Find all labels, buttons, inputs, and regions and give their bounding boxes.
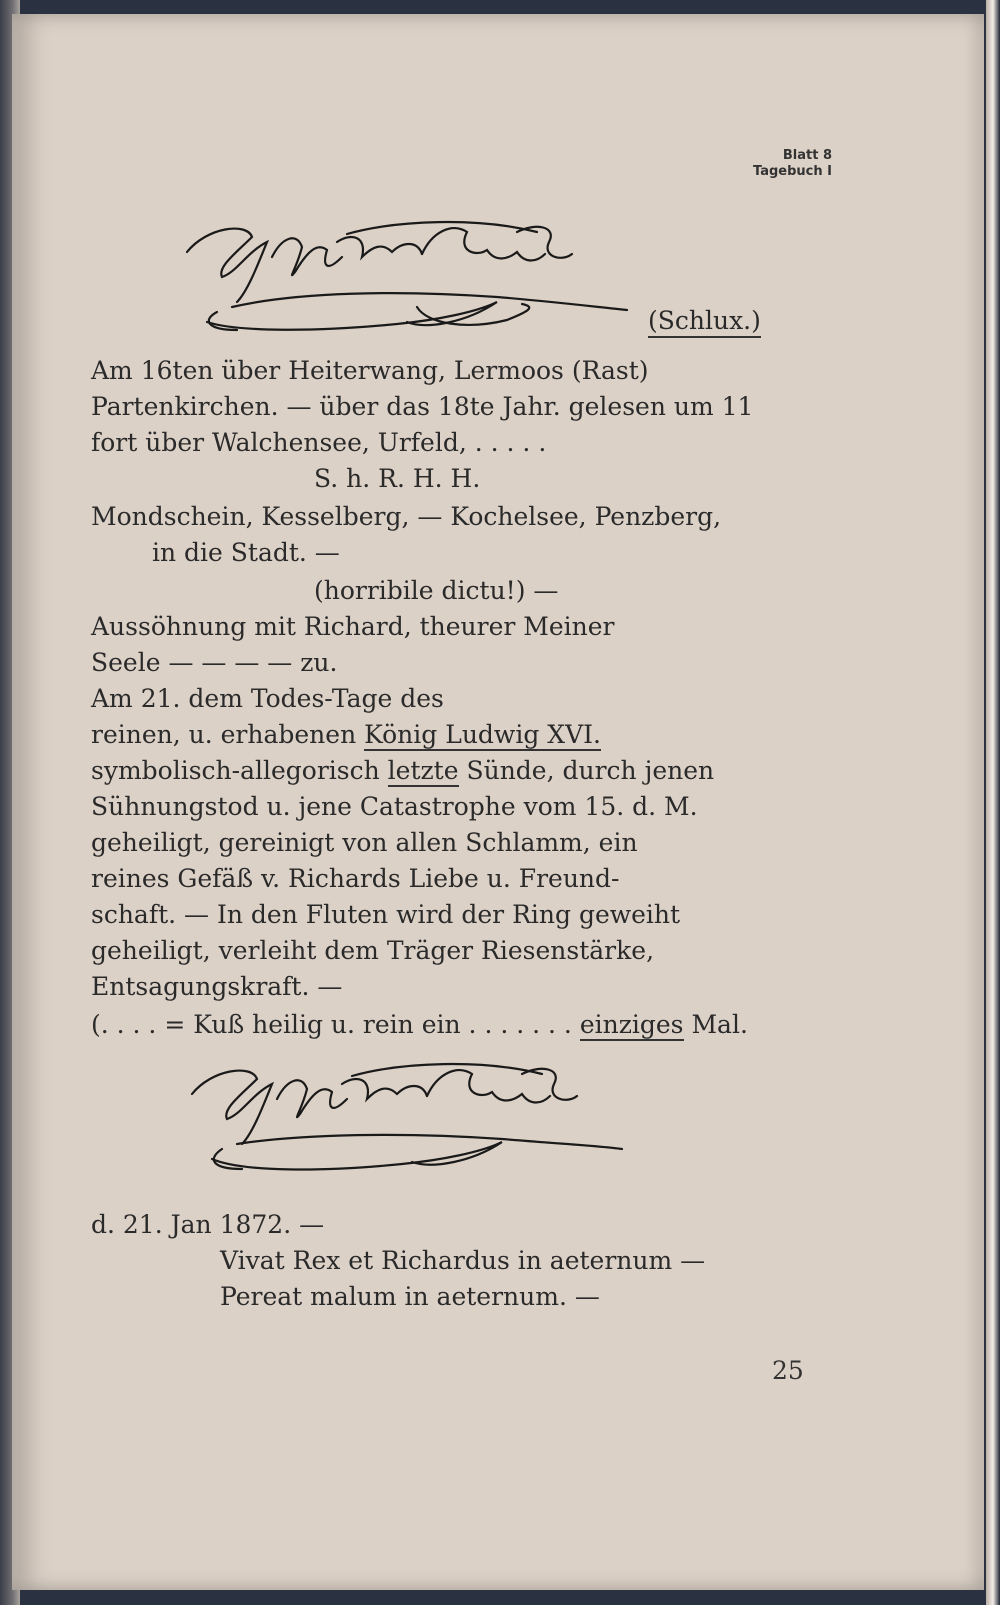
text-part: reinen, u. erhabenen bbox=[91, 720, 365, 749]
text-line: S. h. R. H. H. bbox=[314, 464, 481, 493]
text-line: reines Gefäß v. Richards Liebe u. Freund- bbox=[91, 864, 620, 893]
signature-2 bbox=[182, 1054, 642, 1179]
text-line: Am 16ten über Heiterwang, Lermoos (Rast) bbox=[91, 356, 649, 385]
text-line: in die Stadt. — bbox=[152, 538, 340, 567]
text-line: schaft. — In den Fluten wird der Ring geweiht bbox=[91, 900, 681, 929]
text-line: Seele — — — — zu. bbox=[91, 648, 338, 677]
text-line: geheiligt, verleiht dem Träger Riesenstärke, bbox=[91, 936, 655, 965]
book-page bbox=[12, 14, 984, 1590]
underlined-text: einziges bbox=[579, 1010, 684, 1039]
sheet-label: Blatt 8 bbox=[782, 148, 832, 163]
text-line: Aussöhnung mit Richard, theurer Meiner bbox=[91, 612, 615, 641]
page-edge bbox=[986, 0, 1000, 1605]
underlined-text: letzte bbox=[387, 756, 459, 785]
text-line bbox=[91, 756, 714, 786]
page-number: 25 bbox=[772, 1356, 804, 1385]
diary-label: Tagebuch I bbox=[753, 164, 832, 179]
text-line: Partenkirchen. — über das 18te Jahr. gelesen um 11 bbox=[91, 392, 754, 421]
text-line: fort über Walchensee, Urfeld, . . . . . bbox=[91, 428, 547, 457]
text-line: Entsagungskraft. — bbox=[91, 972, 343, 1001]
text-part: (. . . . = Kuß heilig u. rein ein . . . . . . . bbox=[91, 1010, 580, 1039]
text-part: Mal. bbox=[683, 1010, 748, 1039]
pereat-line: Pereat malum in aeternum. — bbox=[220, 1282, 600, 1311]
signature-1 bbox=[177, 212, 637, 337]
text-line: Am 21. dem Todes-Tage des bbox=[91, 684, 444, 713]
closing-mark: (Schlux.) bbox=[648, 306, 761, 338]
text-line: (horribile dictu!) — bbox=[314, 576, 559, 605]
vivat-line: Vivat Rex et Richardus in aeternum — bbox=[220, 1246, 706, 1275]
text-part: symbolisch-allegorisch bbox=[91, 756, 388, 785]
text-line: geheiligt, gereinigt von allen Schlamm, ein bbox=[91, 828, 638, 857]
text-line: Mondschein, Kesselberg, — Kochelsee, Penzberg, bbox=[91, 502, 722, 531]
text-part: Sünde, durch jenen bbox=[458, 756, 715, 785]
text-line bbox=[91, 1010, 748, 1040]
text-line bbox=[91, 720, 601, 750]
text-line: Sühnungstod u. jene Catastrophe vom 15. d. M. bbox=[91, 792, 698, 821]
date-line: d. 21. Jan 1872. — bbox=[91, 1210, 325, 1239]
underlined-text: König Ludwig XVI. bbox=[364, 720, 601, 749]
